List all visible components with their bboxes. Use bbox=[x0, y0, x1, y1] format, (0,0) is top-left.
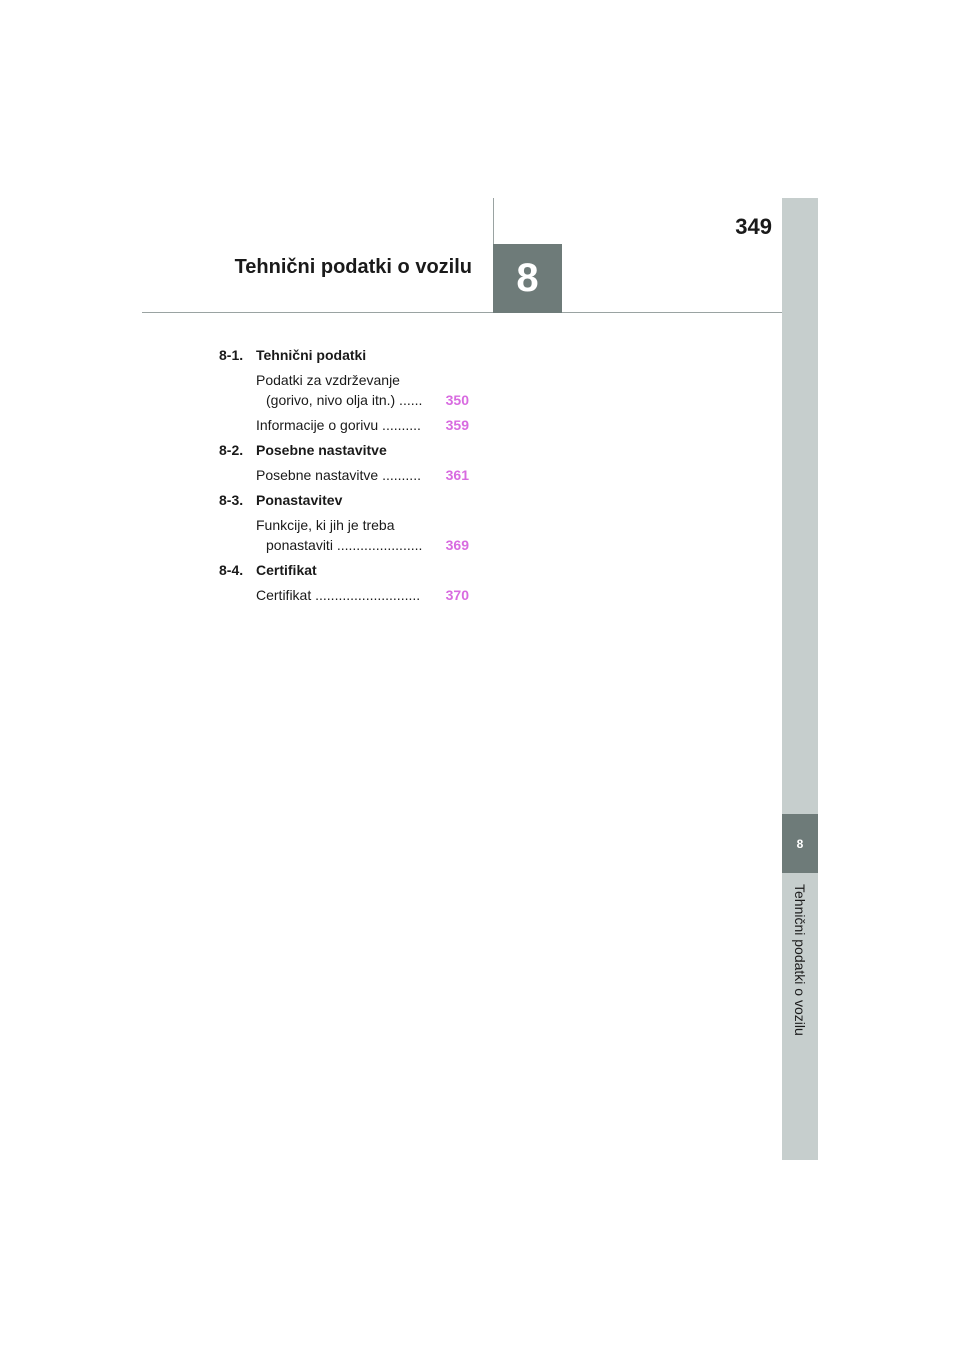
chapter-title: Tehnični podatki o vozilu bbox=[234, 256, 472, 278]
toc-section-number: 8-1. bbox=[219, 347, 244, 363]
toc-section-number: 8-4. bbox=[219, 562, 244, 578]
page-number: 349 bbox=[735, 214, 772, 239]
toc-entry-text: Informacije o gorivu .......... bbox=[256, 417, 421, 433]
toc-section bbox=[219, 490, 469, 555]
toc-entry-line1: Funkcije, ki jih je treba bbox=[256, 517, 395, 533]
toc-entry[interactable] bbox=[256, 465, 469, 485]
toc-section-heading[interactable] bbox=[219, 560, 469, 580]
toc-entry-text: Certifikat ........................... bbox=[256, 587, 421, 603]
toc-page-link[interactable]: 370 bbox=[445, 587, 469, 603]
chapter-number-box: 8 bbox=[493, 244, 562, 313]
side-chapter-label: Tehnični podatki o vozilu bbox=[792, 884, 808, 1036]
header-divider-horizontal bbox=[142, 312, 782, 313]
toc-section-title: Certifikat bbox=[256, 562, 317, 578]
toc-section bbox=[219, 345, 469, 435]
toc-entry-text: ponastaviti ...................... bbox=[266, 537, 423, 553]
toc-section-heading[interactable] bbox=[219, 490, 469, 510]
toc-section-title: Ponastavitev bbox=[256, 492, 343, 508]
toc-page-link[interactable]: 369 bbox=[445, 537, 469, 553]
toc-page-link[interactable]: 350 bbox=[445, 392, 469, 408]
toc-entry-text: Posebne nastavitve .......... bbox=[256, 467, 421, 483]
toc-section-heading[interactable] bbox=[219, 345, 469, 365]
toc-section bbox=[219, 560, 469, 605]
toc-section-heading[interactable] bbox=[219, 440, 469, 460]
toc-section-title: Tehnični podatki bbox=[256, 347, 367, 363]
toc-entry[interactable] bbox=[256, 515, 469, 555]
toc-page-link[interactable]: 361 bbox=[445, 467, 469, 483]
toc-entry-text: (gorivo, nivo olja itn.) ...... bbox=[266, 392, 423, 408]
toc-section-title: Posebne nastavitve bbox=[256, 442, 387, 458]
toc-page-link[interactable]: 359 bbox=[445, 417, 469, 433]
toc-section-number: 8-2. bbox=[219, 442, 244, 458]
toc-section bbox=[219, 440, 469, 485]
toc-entry[interactable] bbox=[256, 415, 469, 435]
side-chapter-tab[interactable]: 8 bbox=[782, 814, 818, 873]
toc-entry[interactable] bbox=[256, 370, 469, 410]
toc-entry[interactable] bbox=[256, 585, 469, 605]
table-of-contents bbox=[219, 345, 469, 610]
header-divider-vertical bbox=[493, 198, 494, 244]
toc-section-number: 8-3. bbox=[219, 492, 244, 508]
toc-entry-line1: Podatki za vzdrževanje bbox=[256, 372, 400, 388]
